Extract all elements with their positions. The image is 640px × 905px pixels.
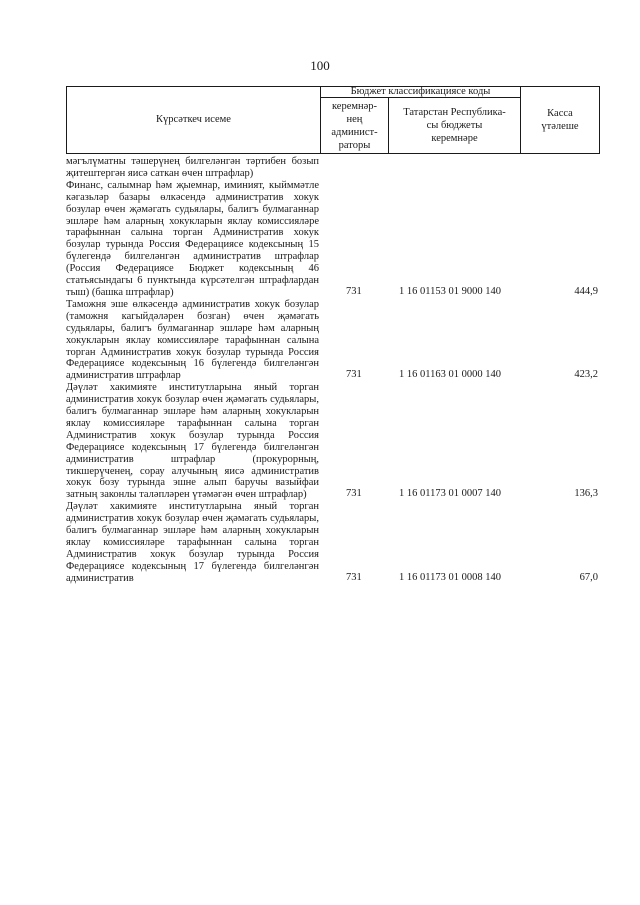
row-budget-code: 1 16 01173 01 0007 140 — [399, 488, 501, 500]
border-right — [599, 86, 600, 154]
row-description: Финанс, салымнар һәм җыемнар, иминият, кыйммәтле кәгазьләр базары өлкәсендә административ хокук бозулар өчен җәмәгать судьялары, балигъ булмаганнар эшләре һәм аларның хокукларын яклау комиссияләре тарафыннан салына торган Административ хокук бозулар турында Россия Федерациясе кодексының 15 бүлегендә билгеләнгән административ штрафлар (Россия Федерациясе Бюджет кодексының 46 статьясындагы 6 пунктында күрсәтелгән штрафлардан тыш) (башка штрафлар) — [66, 179, 319, 298]
row-description: мәгълүматны тәшерүнең билгеләнгән тәртибен бозып җитештергән яисә саткан өчен штрафлар) — [66, 156, 319, 179]
row-budget-code: 1 16 01173 01 0008 140 — [399, 571, 501, 583]
header-revenue-administrators: керемнәр- нең админист- раторы — [331, 100, 378, 151]
row-amount: 444,9 — [574, 285, 598, 297]
row-admin-code: 731 — [346, 285, 362, 297]
row-budget-code: 1 16 01163 01 0000 140 — [399, 369, 501, 381]
table-row — [66, 156, 600, 180]
header-budget-codes: Бюджет классификациясе коды — [350, 86, 491, 97]
page-number: 100 — [310, 58, 330, 73]
row-description: Таможня эше өлкәсендә административ хокук бозулар (таможня кагыйдәләрен бозган) өчен җәмәгать судьялары, балигъ булмаганнар эшләре һәм аларның хокукларын яклау комиссияләре тарафыннан салына торган Административ хокук бозулар турында Россия Федерациясе кодексының 16 бүлегендә билгеләнгән административ штрафлар — [66, 298, 319, 382]
header-indicator-name: Күрсәткеч исеме — [156, 114, 231, 125]
table-row — [66, 501, 600, 584]
row-admin-code: 731 — [346, 488, 362, 500]
table-row — [66, 299, 600, 382]
header-budget-revenues: Татарстан Республика- сы бюджеты керемнәре — [403, 107, 506, 144]
row-admin-code: 731 — [346, 571, 362, 583]
table-body — [66, 156, 600, 585]
row-amount: 423,2 — [574, 369, 598, 381]
row-description: Дәүләт хакимияте институтларына яный торган административ хокук бозулар өчен җәмәгать судьялары, балигъ булмаганнар эшләре һәм аларның хокукларын яклау комиссияләре тарафыннан салына торган Административ хокук бозулар турында Россия Федерациясе кодексының 17 бүлегендә билгеләнгән административ штрафлар (прокурорның, тикшерүченең, сорау алучының яисә административ хокук бозу турында эшне алып баручы вазыйфаи затның законлы таләпләрен үтәмәгән өчен штрафлар) — [66, 382, 319, 501]
row-description: Дәүләт хакимияте институтларына яный торган административ хокук бозулар өчен җәмәгать судьялары, балигъ булмаганнар эшләре һәм аларның хокукларын яклау комиссияләре тарафыннан салына торган Административ хокук бозулар турында Россия Федерациясе кодексының 17 бүлегендә билгеләнгән административ — [66, 501, 319, 584]
table-header — [66, 86, 600, 154]
row-amount: 67,0 — [579, 571, 598, 583]
row-budget-code: 1 16 01153 01 9000 140 — [399, 285, 501, 297]
row-amount: 136,3 — [574, 488, 598, 500]
row-admin-code: 731 — [346, 369, 362, 381]
table-row — [66, 180, 600, 299]
table-row — [66, 382, 600, 501]
header-cash-execution: Касса үтәлеше — [541, 107, 579, 132]
